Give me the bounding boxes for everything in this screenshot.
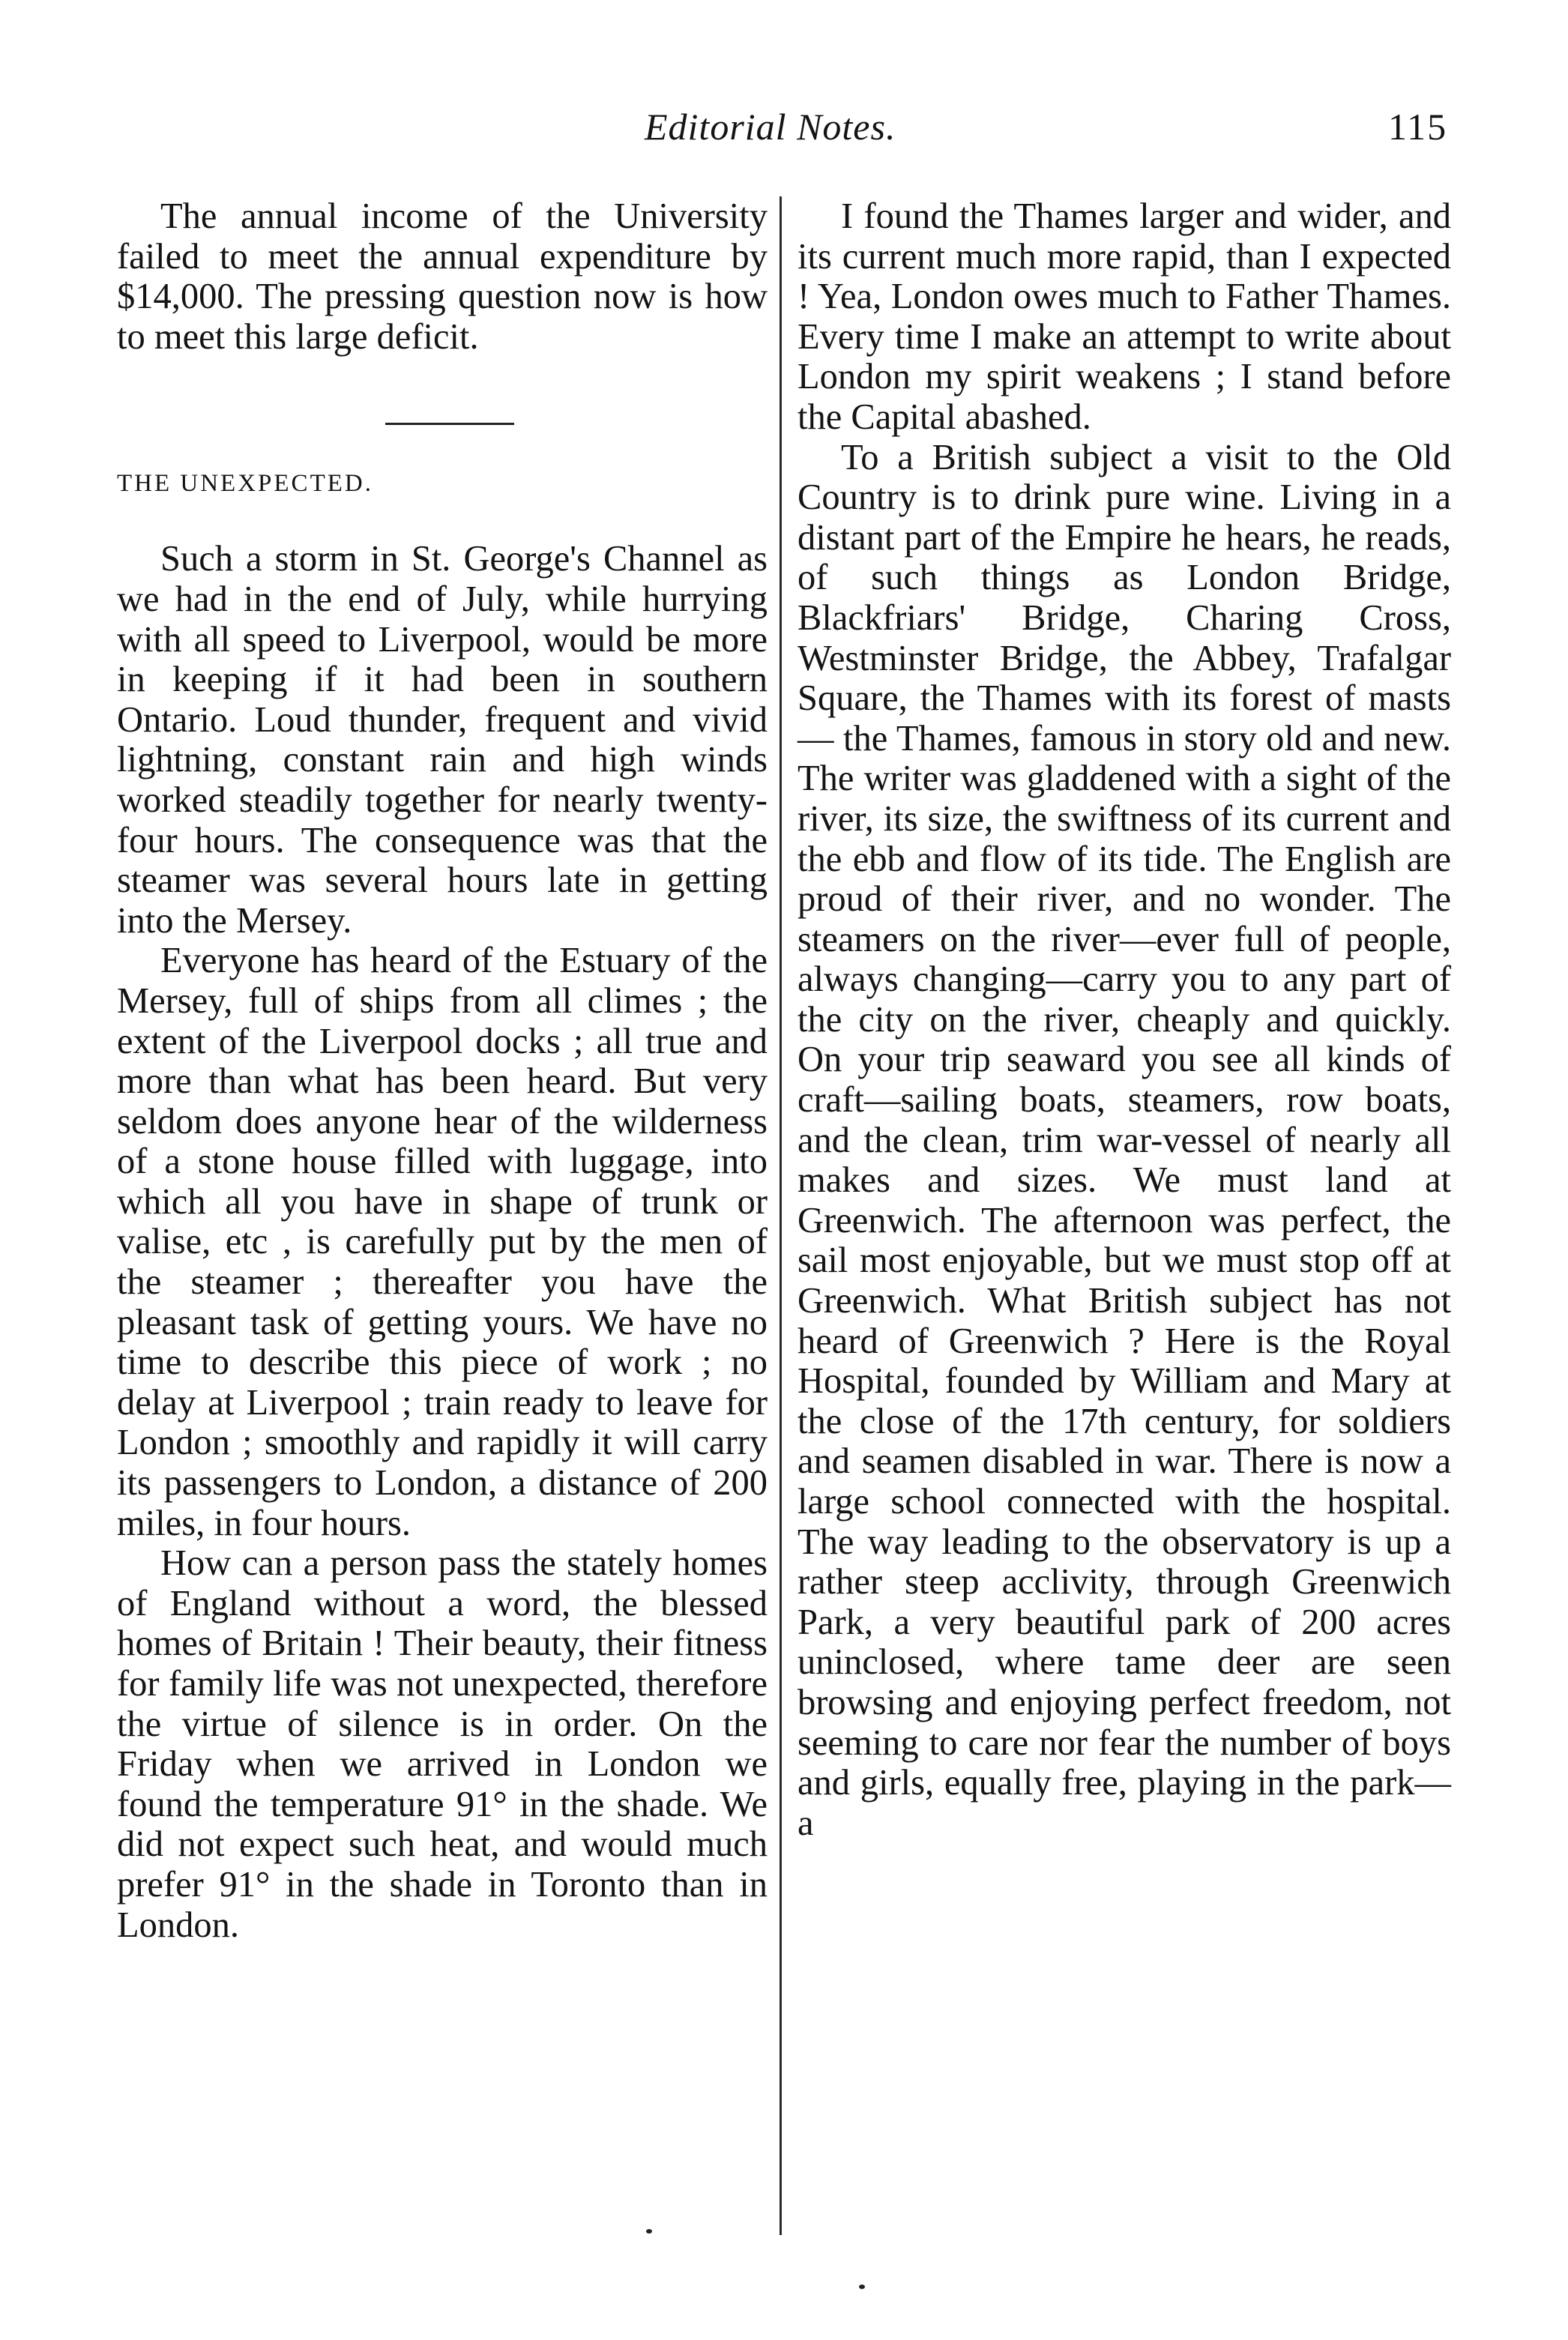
column-divider — [780, 196, 782, 2235]
paragraph-mersey: Everyone has heard of the Estuary of the Mersey, full of ships from all climes ; the extent of the Liverpool docks ; all true and more than what has been heard. But very seldom does anyone hear of the wilderness of a stone house filled with luggage, into which all you have in shape of trunk or valise, etc , is carefully put by the men of the steamer ; thereafter you have the pleasant task of getting yours. We have no time to describe this piece of work ; no delay at Liverpool ; train ready to leave for London ; smoothly and rapidly it will carry its passengers to London, a distance of 200 miles, in four hours. — [117, 941, 768, 1543]
paragraph-deficit: The annual income of the University failed to meet the annual expenditure by $14,000. The pressing question now is how to meet this large deficit. — [117, 196, 768, 357]
page-number: 115 — [1388, 106, 1448, 148]
paragraph-homes: How can a person pass the stately homes of England without a word, the blessed homes of Britain ! Their beauty, their fitness for family life was not unexpected, therefore the virtue of silence is in order. On the Friday when we arrived in London we found the temperature 91° in the shade. We did not expect such heat, and would much prefer 91° in the shade in Toronto than in London. — [117, 1543, 768, 1945]
paragraph-greenwich: To a British subject a visit to the Old Country is to drink pure wine. Living in a distant part of the Empire he hears, he reads, of such things as London Bridge, Blackfriars' Bridge, Charing Cross, Westminster Bridge, the Abbey, Trafalgar Square, the Thames with its forest of masts — the Thames, famous in story old and new. The writer was gladdened with a sight of the river, its size, the swiftness of its current and the ebb and flow of its tide. The English are proud of their river, and no wonder. The steamers on the river—ever full of people, always changing—carry you to any part of the city on the river, cheaply and quickly. On your trip seaward you see all kinds of craft—sailing boats, steamers, row boats, and the clean, trim war-vessel of nearly all makes and sizes. We must land at Greenwich. The afternoon was perfect, the sail most enjoyable, but we must stop off at Greenwich. What British subject has not heard of Greenwich ? Here is the Royal Hospital, founded by William and Mary at the close of the 17th century, for soldiers and seamen disabled in war. There is now a large school connected with the hospital. The way leading to the observatory is up a rather steep acclivity, through Greenwich Park, a very beautiful park of 200 acres uninclosed, where tame deer are seen browsing and enjoying perfect freedom, not seeming to care nor fear the number of boys and girls, equally free, playing in the park—a — [797, 437, 1451, 1843]
paragraph-storm: Such a storm in St. George's Channel as we had in the end of July, while hurrying with all speed to Liverpool, would be more in keeping if it had been in southern Ontario. Loud thunder, frequent and vivid lightning, constant rain and high winds worked steadily together for nearly twenty-four hours. The consequence was that the steamer was several hours late in getting into the Mersey. — [117, 539, 768, 941]
section-rule — [385, 423, 514, 425]
running-title: Editorial Notes. — [645, 106, 896, 148]
running-head — [0, 105, 1568, 165]
right-column — [797, 196, 1451, 1843]
left-column — [117, 196, 768, 1945]
section-heading: THE UNEXPECTED. — [117, 470, 373, 498]
ink-speck — [859, 2285, 865, 2289]
paragraph-thames: I found the Thames larger and wider, and its current much more rapid, than I expected ! Yea, London owes much to Father Thames. Every time I make an attempt to write about London my spirit weakens ; I stand before the Capital abashed. — [797, 196, 1451, 437]
ink-speck — [646, 2229, 652, 2234]
